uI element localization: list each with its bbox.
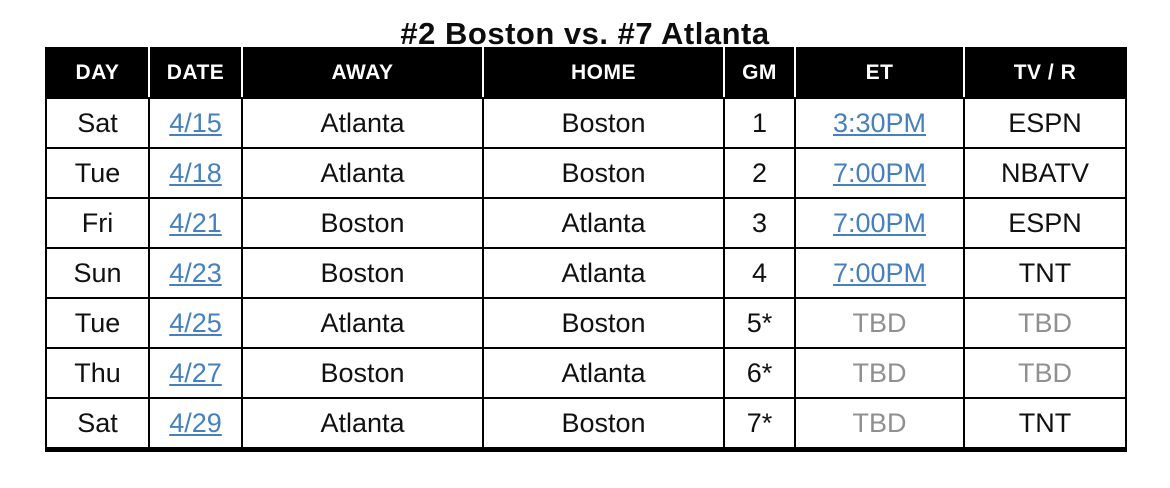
time-cell bbox=[795, 148, 964, 198]
date-cell bbox=[149, 148, 242, 198]
network-cell bbox=[964, 98, 1126, 148]
table-row bbox=[46, 298, 1126, 348]
column-header-away: AWAY bbox=[242, 48, 483, 98]
home-team-cell: Boston bbox=[483, 148, 724, 198]
table-row bbox=[46, 348, 1126, 398]
time-tbd-label: TBD bbox=[852, 407, 907, 438]
network-tbd-label: TBD bbox=[1018, 357, 1072, 388]
page-title: #2 Boston vs. #7 Atlanta bbox=[400, 16, 770, 51]
column-header-home: HOME bbox=[483, 48, 724, 98]
column-header-gm: GM bbox=[724, 48, 795, 98]
home-team-cell: Boston bbox=[483, 98, 724, 148]
network-label: ESPN bbox=[1008, 107, 1082, 138]
date-cell bbox=[149, 398, 242, 450]
away-team-cell: Atlanta bbox=[242, 298, 483, 348]
date-cell bbox=[149, 248, 242, 298]
home-team-cell: Boston bbox=[483, 398, 724, 450]
day-cell: Tue bbox=[46, 148, 149, 198]
day-cell: Sun bbox=[46, 248, 149, 298]
home-team-cell: Boston bbox=[483, 298, 724, 348]
date-link[interactable]: 4/21 bbox=[169, 207, 222, 238]
home-team-cell: Atlanta bbox=[483, 248, 724, 298]
date-link[interactable]: 4/15 bbox=[169, 107, 222, 138]
date-cell bbox=[149, 98, 242, 148]
away-team-cell: Boston bbox=[242, 348, 483, 398]
table-row bbox=[46, 98, 1126, 148]
away-team-cell: Atlanta bbox=[242, 148, 483, 198]
column-header-tv-r: TV / R bbox=[964, 48, 1126, 98]
day-cell: Sat bbox=[46, 98, 149, 148]
date-cell bbox=[149, 348, 242, 398]
column-header-day: DAY bbox=[46, 48, 149, 98]
date-cell bbox=[149, 198, 242, 248]
game-number-cell: 4 bbox=[724, 248, 795, 298]
time-tbd-label: TBD bbox=[852, 307, 907, 338]
column-header-et: ET bbox=[795, 48, 964, 98]
time-cell bbox=[795, 248, 964, 298]
network-cell bbox=[964, 298, 1126, 348]
time-link[interactable]: 7:00PM bbox=[832, 257, 927, 288]
date-link[interactable]: 4/29 bbox=[169, 407, 222, 438]
network-label: ESPN bbox=[1008, 207, 1082, 238]
date-link[interactable]: 4/27 bbox=[169, 357, 222, 388]
time-cell bbox=[795, 198, 964, 248]
day-cell: Sat bbox=[46, 398, 149, 450]
time-cell bbox=[795, 98, 964, 148]
game-number-cell: 3 bbox=[724, 198, 795, 248]
network-label: NBATV bbox=[1000, 157, 1089, 188]
time-cell bbox=[795, 298, 964, 348]
time-tbd-label: TBD bbox=[852, 357, 907, 388]
date-link[interactable]: 4/23 bbox=[169, 257, 222, 288]
schedule-table bbox=[45, 47, 1127, 452]
game-number-cell: 6* bbox=[724, 348, 795, 398]
network-cell bbox=[964, 348, 1126, 398]
column-header-date: DATE bbox=[149, 48, 242, 98]
time-link[interactable]: 7:00PM bbox=[832, 157, 927, 188]
game-number-cell: 5* bbox=[724, 298, 795, 348]
network-cell bbox=[964, 398, 1126, 450]
date-link[interactable]: 4/25 bbox=[169, 307, 222, 338]
table-header-row bbox=[46, 48, 1126, 98]
home-team-cell: Atlanta bbox=[483, 348, 724, 398]
network-cell bbox=[964, 148, 1126, 198]
table-row bbox=[46, 198, 1126, 248]
table-row bbox=[46, 398, 1126, 450]
away-team-cell: Boston bbox=[242, 198, 483, 248]
game-number-cell: 1 bbox=[724, 98, 795, 148]
away-team-cell: Atlanta bbox=[242, 98, 483, 148]
away-team-cell: Boston bbox=[242, 248, 483, 298]
network-cell bbox=[964, 198, 1126, 248]
table-row bbox=[46, 148, 1126, 198]
network-tbd-label: TBD bbox=[1018, 307, 1072, 338]
day-cell: Tue bbox=[46, 298, 149, 348]
game-number-cell: 2 bbox=[724, 148, 795, 198]
table-row bbox=[46, 248, 1126, 298]
time-link[interactable]: 7:00PM bbox=[832, 207, 927, 238]
time-link[interactable]: 3:30PM bbox=[832, 107, 927, 138]
day-cell: Fri bbox=[46, 198, 149, 248]
day-cell: Thu bbox=[46, 348, 149, 398]
time-cell bbox=[795, 398, 964, 450]
game-number-cell: 7* bbox=[724, 398, 795, 450]
date-cell bbox=[149, 298, 242, 348]
time-cell bbox=[795, 348, 964, 398]
network-cell bbox=[964, 248, 1126, 298]
network-label: TNT bbox=[1018, 257, 1072, 288]
home-team-cell: Atlanta bbox=[483, 198, 724, 248]
network-label: TNT bbox=[1018, 407, 1072, 438]
date-link[interactable]: 4/18 bbox=[169, 157, 222, 188]
away-team-cell: Atlanta bbox=[242, 398, 483, 450]
